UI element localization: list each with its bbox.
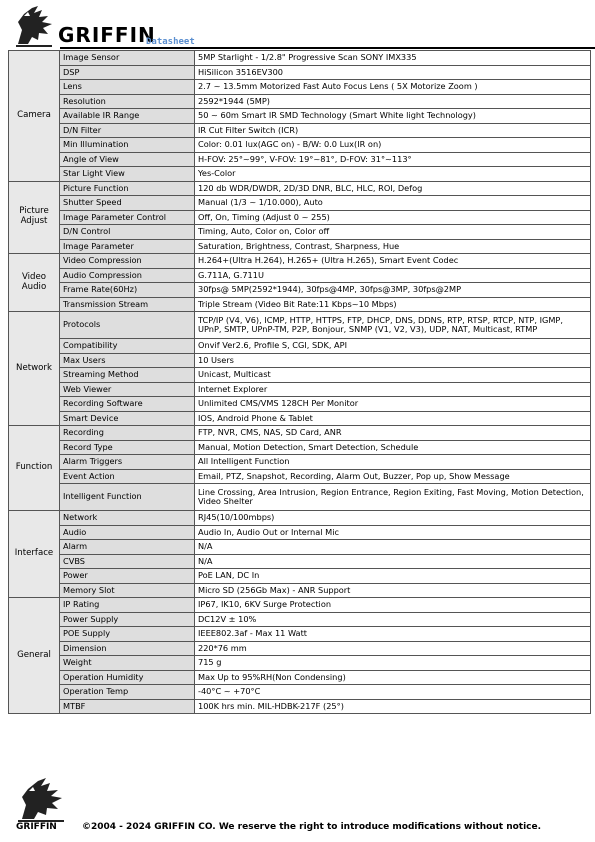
spec-row (9, 455, 591, 470)
spec-row (9, 297, 591, 312)
param-name: Video Compression (60, 254, 195, 269)
section-label: Camera (9, 51, 60, 182)
param-value: Unlimited CMS/VMS 128CH Per Monitor (195, 397, 591, 412)
spec-row (9, 426, 591, 441)
section-label: General (9, 598, 60, 714)
spec-row (9, 181, 591, 196)
spec-row (9, 382, 591, 397)
param-name: Streaming Method (60, 368, 195, 383)
header-divider (60, 47, 595, 49)
spec-row (9, 511, 591, 526)
param-name: Network (60, 511, 195, 526)
spec-row (9, 210, 591, 225)
param-name: IP Rating (60, 598, 195, 613)
param-name: Smart Device (60, 411, 195, 426)
spec-row (9, 268, 591, 283)
spec-row (9, 598, 591, 613)
param-name: Transmission Stream (60, 297, 195, 312)
param-name: Power (60, 569, 195, 584)
param-name: Alarm (60, 540, 195, 555)
param-value: IR Cut Filter Switch (ICR) (195, 123, 591, 138)
param-name: Audio Compression (60, 268, 195, 283)
spec-row (9, 80, 591, 95)
spec-row (9, 641, 591, 656)
param-value: Manual (1/3 ~ 1/10.000), Auto (195, 196, 591, 211)
param-name: Web Viewer (60, 382, 195, 397)
spec-row (9, 583, 591, 598)
param-value: Max Up to 95%RH(Non Condensing) (195, 670, 591, 685)
param-value: Line Crossing, Area Intrusion, Region Entrance, Region Exiting, Fast Moving, Motion Detection, Video Shelter (195, 484, 591, 511)
param-value: Color: 0.01 lux(AGC on) - B/W: 0.0 Lux(IR on) (195, 138, 591, 153)
spec-row (9, 554, 591, 569)
param-value: 2.7 ~ 13.5mm Motorized Fast Auto Focus Lens ( 5X Motorize Zoom ) (195, 80, 591, 95)
footer-copyright: ©2004 - 2024 GRIFFIN CO. We reserve the right to introduce modifications without notice. (82, 822, 542, 832)
spec-row (9, 525, 591, 540)
spec-row (9, 167, 591, 182)
spec-row (9, 540, 591, 555)
spec-row (9, 685, 591, 700)
footer-brand: GRIFFIN (16, 822, 57, 832)
param-name: POE Supply (60, 627, 195, 642)
spec-row (9, 339, 591, 354)
spec-row (9, 109, 591, 124)
param-name: Audio (60, 525, 195, 540)
spec-row (9, 196, 591, 211)
param-value: -40°C ~ +70°C (195, 685, 591, 700)
param-value: 220*76 mm (195, 641, 591, 656)
param-value: RJ45(10/100mbps) (195, 511, 591, 526)
spec-row (9, 484, 591, 511)
spec-row (9, 569, 591, 584)
spec-row (9, 699, 591, 714)
param-name: Alarm Triggers (60, 455, 195, 470)
param-value: IEEE802.3af - Max 11 Watt (195, 627, 591, 642)
spec-row (9, 138, 591, 153)
param-value: 5MP Starlight - 1/2.8" Progressive Scan SONY IMX335 (195, 51, 591, 66)
param-name: Weight (60, 656, 195, 671)
param-name: Record Type (60, 440, 195, 455)
param-value: Internet Explorer (195, 382, 591, 397)
param-value: DC12V ± 10% (195, 612, 591, 627)
spec-row (9, 152, 591, 167)
spec-row (9, 612, 591, 627)
param-value: Timing, Auto, Color on, Color off (195, 225, 591, 240)
param-value: 50 ~ 60m Smart IR SMD Technology (Smart White light Technology) (195, 109, 591, 124)
param-value: Unicast, Multicast (195, 368, 591, 383)
param-name: Operation Temp (60, 685, 195, 700)
spec-row (9, 94, 591, 109)
param-name: D/N Control (60, 225, 195, 240)
param-name: Recording (60, 426, 195, 441)
spec-row (9, 312, 591, 339)
spec-row (9, 627, 591, 642)
spec-row (9, 670, 591, 685)
param-name: Image Sensor (60, 51, 195, 66)
param-value: IP67, IK10, 6KV Surge Protection (195, 598, 591, 613)
param-name: Frame Rate(60Hz) (60, 283, 195, 298)
param-name: Image Parameter (60, 239, 195, 254)
param-name: Resolution (60, 94, 195, 109)
spec-row (9, 283, 591, 298)
griffin-footer-logo-icon (14, 775, 70, 823)
param-value: Email, PTZ, Snapshot, Recording, Alarm Out, Buzzer, Pop up, Show Message (195, 469, 591, 484)
param-name: Shutter Speed (60, 196, 195, 211)
param-value: H-FOV: 25°~99°, V-FOV: 19°~81°, D-FOV: 31°~113° (195, 152, 591, 167)
param-value: Triple Stream (Video Bit Rate:11 Kbps~10 Mbps) (195, 297, 591, 312)
param-name: Memory Slot (60, 583, 195, 598)
brand-name: GRIFFIN (58, 23, 156, 47)
param-value: Off, On, Timing (Adjust 0 ~ 255) (195, 210, 591, 225)
spec-row (9, 397, 591, 412)
param-value: G.711A, G.711U (195, 268, 591, 283)
spec-row (9, 469, 591, 484)
spec-row (9, 51, 591, 66)
param-value: N/A (195, 554, 591, 569)
section-label: Interface (9, 511, 60, 598)
spec-row (9, 123, 591, 138)
spec-table (8, 50, 591, 714)
spec-row (9, 65, 591, 80)
spec-row (9, 353, 591, 368)
param-name: Operation Humidity (60, 670, 195, 685)
param-value: Audio In, Audio Out or Internal Mic (195, 525, 591, 540)
param-value: FTP, NVR, CMS, NAS, SD Card, ANR (195, 426, 591, 441)
param-name: CVBS (60, 554, 195, 569)
param-name: Star Light View (60, 167, 195, 182)
param-value: All Intelligent Function (195, 455, 591, 470)
param-name: DSP (60, 65, 195, 80)
param-value: 100K hrs min. MIL-HDBK-217F (25°) (195, 699, 591, 714)
param-value: HiSilicon 3516EV300 (195, 65, 591, 80)
param-value: Micro SD (256Gb Max) - ANR Support (195, 583, 591, 598)
param-value: TCP/IP (V4, V6), ICMP, HTTP, HTTPS, FTP, DHCP, DNS, DDNS, RTP, RTSP, RTCP, NTP, IGMP, UPnP, SMTP, UPnP-TM, P2P, Bonjour, SNMP (V1, V2, V3), UDP, NAT, Multicast, RTMP (195, 312, 591, 339)
param-name: Power Supply (60, 612, 195, 627)
param-value: 10 Users (195, 353, 591, 368)
datasheet-label: Datasheet (146, 37, 195, 47)
spec-row (9, 368, 591, 383)
param-value: 120 db WDR/DWDR, 2D/3D DNR, BLC, HLC, ROI, Defog (195, 181, 591, 196)
param-value: 715 g (195, 656, 591, 671)
param-value: Manual, Motion Detection, Smart Detection, Schedule (195, 440, 591, 455)
param-value: H.264+(Ultra H.264), H.265+ (Ultra H.265), Smart Event Codec (195, 254, 591, 269)
spec-row (9, 440, 591, 455)
param-value: Saturation, Brightness, Contrast, Sharpness, Hue (195, 239, 591, 254)
spec-row (9, 656, 591, 671)
param-name: Protocols (60, 312, 195, 339)
param-name: Intelligent Function (60, 484, 195, 511)
spec-row (9, 254, 591, 269)
param-name: Image Parameter Control (60, 210, 195, 225)
spec-row (9, 225, 591, 240)
section-label: Function (9, 426, 60, 511)
param-name: Picture Function (60, 181, 195, 196)
param-name: Recording Software (60, 397, 195, 412)
param-name: Compatibility (60, 339, 195, 354)
param-name: Min Illumination (60, 138, 195, 153)
param-name: D/N Filter (60, 123, 195, 138)
param-value: Onvif Ver2.6, Profile S, CGI, SDK, API (195, 339, 591, 354)
param-value: 30fps@ 5MP(2592*1944), 30fps@4MP, 30fps@3MP, 30fps@2MP (195, 283, 591, 298)
param-name: MTBF (60, 699, 195, 714)
param-name: Event Action (60, 469, 195, 484)
page-header (8, 4, 588, 48)
section-label: Video Audio (9, 254, 60, 312)
param-value: N/A (195, 540, 591, 555)
section-label: Network (9, 312, 60, 426)
spec-row (9, 411, 591, 426)
param-value: Yes-Color (195, 167, 591, 182)
param-value: PoE LAN, DC In (195, 569, 591, 584)
param-name: Angle of View (60, 152, 195, 167)
griffin-logo-icon (12, 4, 58, 48)
param-name: Available IR Range (60, 109, 195, 124)
param-value: IOS, Android Phone & Tablet (195, 411, 591, 426)
param-value: 2592*1944 (5MP) (195, 94, 591, 109)
section-label: Picture Adjust (9, 181, 60, 254)
param-name: Dimension (60, 641, 195, 656)
param-name: Max Users (60, 353, 195, 368)
param-name: Lens (60, 80, 195, 95)
spec-row (9, 239, 591, 254)
